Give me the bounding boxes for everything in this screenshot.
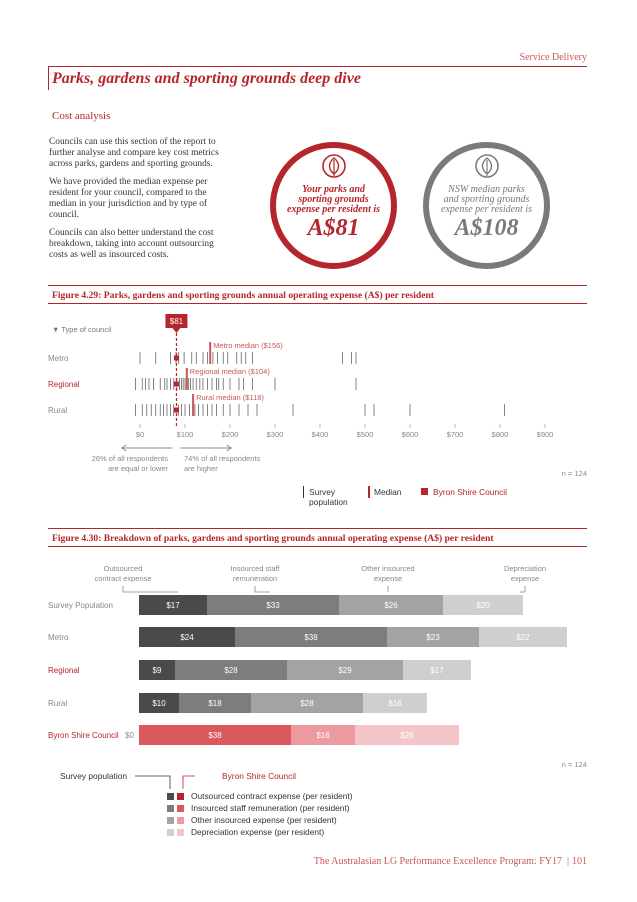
split-arrows: [121, 445, 231, 451]
text-line: resident for your council, compared to the: [49, 188, 207, 198]
legend-swatch-red: [177, 829, 184, 836]
legend-label: Insourced staff remuneration (per resident): [191, 803, 350, 813]
bar-segment: [139, 660, 175, 680]
fig429-bottom-rule: [48, 303, 587, 304]
text-line: median in your jurisdiction and by type of: [49, 199, 208, 209]
header-left-rule: [48, 66, 49, 90]
page-title: Parks, gardens and sporting grounds deep dive: [52, 70, 361, 87]
category-label-other-insourced: [343, 564, 433, 584]
cat-line: Insourced staff: [230, 564, 280, 573]
cat-line: Outsourced: [103, 564, 143, 573]
bar-row-label: Regional: [48, 666, 80, 675]
legend-survey-population: Survey population: [60, 771, 128, 781]
legend-label: Depreciation expense (per resident): [191, 827, 325, 837]
bar-segment: [287, 660, 403, 680]
category-label-insourced-staff: [210, 564, 300, 584]
axis-tick-label: $800: [491, 430, 509, 439]
circle-text-line: expense per resident is: [286, 204, 381, 215]
nsw-median-value: A$108: [454, 215, 519, 241]
category-label-outsourced: [78, 564, 168, 584]
bar-segment: [207, 595, 339, 615]
legend-label: Other insourced expense (per resident): [191, 815, 337, 825]
bar-segment-label: $26: [400, 730, 414, 740]
council-point: [174, 356, 179, 361]
legend-swatch-grey: [167, 817, 174, 824]
bar-segment-label: $17: [166, 600, 180, 610]
fig429-title: Figure 4.29: Parks, gardens and sporting grounds annual operating expense (A$) per resident: [52, 290, 435, 301]
cost-analysis-text: [49, 137, 264, 261]
footer-divider: |: [566, 856, 569, 867]
legend-median-label: Median: [374, 487, 402, 497]
legend-byron-label: Byron Shire Council: [222, 771, 297, 781]
footer-text: The Australasian LG Performance Excellence Program: FY17: [313, 856, 562, 867]
row-label-regional: Regional: [48, 380, 80, 389]
fig430-title: Figure 4.30: Breakdown of parks, gardens and sporting grounds annual operating expense (A$) per resident: [52, 533, 494, 544]
bar-segment: [251, 693, 363, 713]
bar-segment: [139, 693, 179, 713]
text-line: across parks, gardens and sporting grounds.: [49, 159, 213, 169]
axis-tick-label: $0: [135, 430, 145, 439]
cat-line: expense: [373, 574, 403, 583]
axis-tick-label: $100: [176, 430, 194, 439]
bar-segment-label: $38: [304, 632, 318, 642]
text-line: Councils can also better understand the cost: [49, 228, 214, 238]
council-point: [174, 408, 179, 413]
text-line: costs as well as insourced costs.: [49, 250, 169, 260]
bar-segment: [443, 595, 523, 615]
bar-segment-label: $33: [266, 600, 280, 610]
bar-row-label: Survey Population: [48, 601, 113, 610]
median-label: Metro median ($156): [213, 341, 283, 350]
legend-council-label: Byron Shire Council: [433, 487, 508, 497]
bar-segment-label: $24: [180, 632, 194, 642]
legend-swatch-red: [177, 817, 184, 824]
bar-segment: [363, 693, 427, 713]
text-line: We have provided the median expense per: [49, 177, 208, 187]
bar-segment-label: $18: [208, 698, 222, 708]
note-line: are higher: [184, 464, 218, 473]
legend-row: [167, 826, 353, 838]
row-label-rural: Rural: [48, 406, 68, 415]
bar-segment-label: $10: [152, 698, 166, 708]
bar-segment-label: $20: [476, 600, 490, 610]
legend-swatch-red: [177, 805, 184, 812]
council-point: [174, 382, 179, 387]
row-label-metro: Metro: [48, 354, 69, 363]
section-label: Service Delivery: [519, 52, 587, 63]
axis-tick-label: $900: [536, 430, 554, 439]
cat-line: remuneration: [232, 574, 278, 583]
legend-row: [167, 814, 353, 826]
page-number: 101: [572, 856, 587, 867]
cat-line: expense: [510, 574, 540, 583]
axis-tick-label: $300: [266, 430, 284, 439]
bar-segment: [139, 725, 291, 745]
bar-segment-label: $29: [338, 665, 352, 675]
note-line: are equal or lower: [107, 464, 168, 473]
legend-survey-label: [309, 487, 348, 507]
bar-segment-label: $16: [388, 698, 402, 708]
legend-swatch-grey: [167, 829, 174, 836]
fig429-top-rule: [48, 285, 587, 286]
council-marker-label: $81: [169, 317, 184, 326]
text-line: breakdown, taking into account outsourcing: [49, 239, 214, 249]
category-label-depreciation: [480, 564, 570, 584]
legend-label: Outsourced contract expense (per resident): [191, 791, 353, 801]
bar-segment: [355, 725, 459, 745]
council-expense-value: A$81: [307, 215, 360, 241]
bar-segment: [139, 627, 235, 647]
fig429-n-note: n = 124: [561, 469, 587, 478]
circle-text-line: Your parks and: [302, 184, 365, 195]
bar-segment: [339, 595, 443, 615]
fig430-stacked-bars: [0, 595, 637, 755]
legend-row: [167, 802, 353, 814]
bar-segment-label: $22: [516, 632, 530, 642]
median-marker: [209, 342, 211, 364]
bar-segment-label: $16: [316, 730, 330, 740]
nsw-median-circle: [423, 142, 550, 269]
bar-segment-label: $23: [426, 632, 440, 642]
axis-tick-label: $400: [311, 430, 329, 439]
circle-text-line: expense per resident is: [441, 204, 532, 215]
circle-text-line: NSW median parks: [448, 184, 525, 195]
leaf-icon: [475, 154, 499, 180]
cat-line: contract expense: [94, 574, 152, 583]
fig430-top-rule: [48, 528, 587, 529]
type-of-council-filter[interactable]: ▼ Type of council: [52, 325, 112, 334]
legend-swatch-red: [177, 793, 184, 800]
council-expense-circle: [270, 142, 397, 269]
fig430-n-note: n = 124: [561, 760, 587, 769]
median-label: Regional median ($104): [189, 367, 270, 376]
fig429-left-note: [84, 454, 168, 474]
bar-row-label: Byron Shire Council: [48, 731, 119, 740]
circle-text-line: sporting grounds: [298, 194, 369, 205]
legend-swatch-grey: [167, 805, 174, 812]
legend-line: population: [309, 497, 348, 507]
bar-segment-label: $28: [224, 665, 238, 675]
leaf-icon: [322, 154, 346, 180]
fig429-strip-plot: [0, 310, 637, 510]
circle-text-line: and sporting grounds: [443, 194, 530, 205]
bar-zero-label: $0: [125, 731, 134, 740]
fig430-bottom-rule: [48, 546, 587, 547]
header-rule: [48, 66, 587, 67]
bar-segment: [403, 660, 471, 680]
bar-segment-label: $26: [384, 600, 398, 610]
fig430-legend: [60, 771, 400, 841]
bar-segment: [175, 660, 287, 680]
note-line: 26% of all respondents: [91, 454, 168, 463]
axis-tick-label: $700: [446, 430, 464, 439]
bar-row-label: Metro: [48, 633, 69, 642]
cat-line: Depreciation: [503, 564, 547, 573]
bar-segment-label: $28: [300, 698, 314, 708]
axis-tick-label: $600: [401, 430, 419, 439]
note-line: 74% of all respondents: [184, 454, 261, 463]
bar-segment: [139, 595, 207, 615]
cost-analysis-heading: Cost analysis: [52, 110, 111, 122]
fig429-right-note: [184, 454, 260, 474]
median-label: Rural median ($118): [196, 393, 264, 402]
bar-segment: [479, 627, 567, 647]
bar-segment: [235, 627, 387, 647]
legend-swatch-grey: [167, 793, 174, 800]
bar-segment-label: $38: [208, 730, 222, 740]
text-line: further analyse and compare key cost metrics: [49, 148, 219, 158]
axis-tick-label: $500: [356, 430, 374, 439]
legend-row: [167, 790, 353, 802]
median-marker: [192, 394, 194, 416]
legend-connector: [135, 771, 195, 791]
bar-segment-label: $9: [152, 665, 162, 675]
median-marker: [186, 368, 188, 390]
bar-segment: [291, 725, 355, 745]
bar-row-label: Rural: [48, 699, 68, 708]
legend-line: Survey: [309, 487, 336, 497]
text-line: council.: [49, 210, 79, 220]
bar-segment: [387, 627, 479, 647]
text-line: Councils can use this section of the report to: [49, 137, 216, 147]
cat-line: Other insourced: [361, 564, 415, 573]
council-marker-pointer: [172, 328, 180, 333]
axis-tick-label: $200: [221, 430, 239, 439]
bar-segment: [179, 693, 251, 713]
bar-segment-label: $17: [430, 665, 444, 675]
